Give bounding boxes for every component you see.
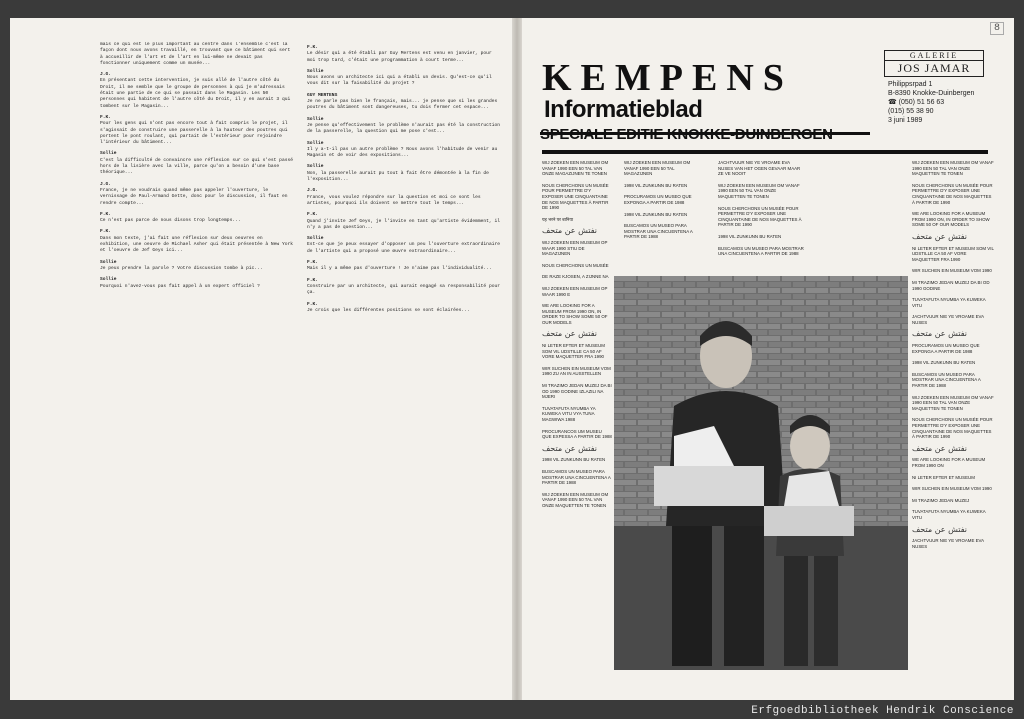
translation-item: PROCURAMOS UN MUSEO QUE EXPONGA A PARTIR DE 1988 (912, 343, 980, 354)
script-text: نفتش عن متحف (912, 524, 967, 534)
speaker-label: Sollie (100, 151, 117, 157)
masthead-title: KEMPENS (542, 57, 793, 99)
speaker-label: J.G. (100, 181, 112, 187)
translation-item: TUVATAFUTA NYUMBA YA KUWEKA VITU (912, 509, 986, 520)
paragraph: Est-ce que je peux essayer d'opposer un peu l'ouverture extraordinaire de l'artiste qui a proposé une œuvre extraordinaire... (307, 242, 500, 254)
gallery-stamp (884, 50, 984, 160)
speaker-label: J.G. (100, 72, 112, 78)
page-number: 8 (990, 22, 1004, 35)
speaker-label: F.K. (307, 301, 319, 307)
translation-item: 1998 VIL ZUNKUNN BU RATEN (718, 233, 782, 239)
paragraph: Mais il y a même pas d'ouverture ! Je n'aime pas l'individualité... (307, 266, 492, 272)
speaker-label: GUY MERTENS (307, 92, 338, 98)
translation-item: WIJ ZOEKEN EEN MUSEUM OM VANAF 1990 EEN 50 TAL VAN ONZE MAQUETTEN TE TONEN (542, 491, 609, 508)
speaker-label: Sollie (307, 236, 324, 242)
translation-item: JACHTVUUR NIE YE VROAME EVA NUSES VAN HET OGEN GEVAAR MAAR ZE VE NOOIT (718, 160, 801, 177)
translation-item: JACHTVUUR NIE YE VROAME EVA NUSES (912, 314, 984, 325)
multilingual-column-a (542, 160, 612, 680)
paragraph: C'est la difficulté de convaincre une réflexion sur ce qui s'est passé hors de la lisière avec la ville, parce qu'on a besoin d'une base théorique... (100, 157, 293, 176)
script-text: نفتش عن متحف (912, 329, 967, 339)
speaker-label: J.G. (307, 188, 319, 194)
spine-gutter (512, 18, 522, 700)
multilingual-column-c (718, 160, 804, 272)
paragraph: Je pense qu'effectivement le problème n'aurait pas été la construction de la passerelle, la question qui me pose c'est... (307, 122, 500, 135)
translation-item: BUSCAMOS UN MUSEO PARA MOSTRAR UNA CINCUENTENA A PARTIR DE 1988 (912, 371, 981, 389)
translation-item: NOUS CHERCHONS UN MUSÉE POUR PERMETTRE D'Y EXPOSER UNE CINQUANTAINE DE NOS MAQUETTES À PARTIR DE 1990 (542, 182, 609, 211)
translation-item: DE RAZE KJOSEN, A ZIJNNE NA (542, 274, 609, 280)
translation-item: NI LETER EFTER ET MUSEUM (912, 474, 975, 480)
speaker-label: F.K. (100, 211, 112, 217)
script-text: نفتش عن متحف (912, 443, 967, 453)
translation-item: PROCURAMOS UN MUSEO QUE EXPONGA A PARTIR DE 1988 (624, 194, 692, 205)
translation-item: TUVATAFUTA NYUMBA YA KUWEKA VITU (912, 297, 986, 308)
speaker-label: Sollie (307, 116, 324, 122)
paragraph: Non, la passerelle aurait pu tout à fait être démontée à la fin de l'exposition... (307, 170, 489, 183)
paragraph: Pour les gens qui n'ont pas encore tout à fait compris le projet, il s'agissait de construire une passerelle à la hauteur des poutres qui portent le pont roulant, qui partait de l'extérieur pour rejoindre l'intérieur du bâtiment... (100, 121, 288, 146)
translation-item: 1998 VIL ZUNKUNN BU RATEN (542, 457, 606, 463)
paragraph: Nous avons un architecte ici qui a établi un devis. Qu'est-ce qu'il vous dit sur la faisabilité du projet ? (307, 75, 492, 87)
translation-item: WE ARE LOOKING FOR A MUSEUM FROM 1990 ON (912, 457, 986, 468)
library-credit: Erfgoedbibliotheek Hendrik Conscience (751, 705, 1014, 717)
left-column-1 (100, 42, 295, 682)
speaker-label: F.K. (100, 114, 112, 120)
translation-item: BUSCAMOS UN MUSEO PARA MOSTRAR UNA CINCUENTENA A PARTIR DE 1988 (624, 223, 693, 240)
translation-item: MI TRAZIMO JEDAN MUZEJ DA BI OD 1990 GODINE IZLAZILI NA MJERI (542, 383, 612, 400)
headline-rule (542, 150, 988, 154)
gallery-address-line: B-8390 Knokke-Duinbergen (888, 90, 975, 97)
paragraph: Ce n'est pas parce de nous disons trop longtemps... (100, 218, 241, 224)
translation-item: BUSCAMOS UN MUSEO PARA MOSTRAR UNA CINCUENTENA A PARTIR DE 1988 (718, 245, 804, 257)
translation-item: यह भरने पर बानिया (542, 216, 574, 222)
speaker-label: Sollie (307, 68, 324, 74)
paragraph: Quand j'invite Jef Geys, je l'invite en tant qu'artiste évidemment, il n'y a pas de question... (307, 218, 500, 230)
paragraph: Je peux prendre la parole ? Votre discussion tombe à pic... (100, 265, 263, 271)
script-text: نفتش عن متحف (542, 443, 597, 453)
translation-item: WE ARE LOOKING FOR A MUSEUM FROM 1990 ON, IN ORDER TO SHOW SOME 50 OF OUR MODELS (912, 211, 990, 228)
translation-item: WIJ ZOEKEN EEN MUSEUM OM VANAF 1990 EEN 50 TAL VAN ONZE MAGAZIJNEN TE TONEN (542, 160, 609, 177)
speaker-label: F.K. (307, 277, 319, 283)
paragraph: France, vous voulez répondre sur la question et moi ce sont les artistes, pourquoi ils doivent se mettre tout le temps... (307, 194, 481, 206)
gallery-logo-name: JOS JAMAR (897, 61, 971, 75)
gallery-address-line: ☎ (050) 51 56 63 (888, 99, 945, 106)
translation-item: WIR SUCHEN EIN MUSEUM VOM 1990 (912, 486, 992, 492)
paragraph: En présentant cette intervention, je suis allé de l'autre côté du Droit, il me semble que le groupe de personnes à qui je m'adressais était une partie de ce qui se passait dans le Magasin. Les 50 personnes qui habitent de l'autre côté du Droit, il y en aurait 3 qui tombent sur le Magasin... (100, 78, 291, 109)
gallery-address-line: Philippsrpad 1 (888, 81, 933, 88)
speaker-label: Sollie (100, 259, 117, 265)
translation-item: MI TRAZIMO JEDAN MUZEJ DA BI OD 1990 GODINE (912, 279, 990, 291)
gallery-address-line: (015) 55 38 90 (888, 108, 934, 115)
photo-man-and-boy (614, 276, 908, 670)
paragraph: Il y a-t-il pas un autre problème ? Nous avons l'habitude de venir au Magasin et de voir des expositions... (307, 146, 498, 159)
translation-item: NOUS CHERCHONS UN MUSÉE (542, 262, 609, 268)
translation-item: PROCURANCOS UM MUSEU QUE EXPESSA A PARTIR DE 1988 (542, 428, 612, 440)
speaker-label: F.K. (307, 45, 319, 50)
translation-item: WIJ ZOEKEN EEN MUSEUM OM VANAF 1990 EEN 50 TAL MAGAZIJNEN (624, 160, 691, 177)
translation-item: WIR SUCHEN EIN MUSEUM VOM 1990 ZU AN IN AUSSTELLEN (542, 365, 611, 377)
paragraph: Je crois que les différentes positions se sont éclairées... (307, 307, 470, 313)
speaker-label: F.K. (307, 260, 319, 266)
multilingual-column-b (624, 160, 702, 272)
gallery-logo (884, 50, 984, 77)
translation-item: TUVATAFUTA NYUMBA YA KUWEKA VITU VYA TUNA MAGWIWA 1988 (542, 405, 596, 422)
translation-item: WIJ ZOEKEN EEN MUSEUM OM VANAF 1990 EEN 50 TAL VAN ONZE MAQUETTEN TE TONEN (912, 160, 994, 177)
translation-item: NOUS CHERCHONS UN MUSÉE POUR PERMETTRE D'Y EXPOSER UNE CINQUANTAINE DE NOS MAQUETTES À PARTIR DE 1990 (912, 182, 993, 205)
translation-item: WE ARE LOOKING FOR A MUSEUM FROM 1990 ON, IN ORDER TO SHOW SOME 50 OF OUR MODELS (542, 303, 608, 325)
gallery-address-line: 3 juni 1989 (888, 117, 923, 124)
multilingual-column-d (912, 160, 994, 690)
translation-item: 1998 VIL ZUNKUNN BU RATEN (624, 211, 688, 217)
paragraph: France, je ne voudrais quand même pas appeler l'ouverture, le vernissage de Paul-Armand Gette, donc pour le discussion, il faut en rendre compte... (100, 187, 288, 206)
masthead-subtitle: Informatieblad (544, 96, 703, 123)
paragraph: Le désir qui a été établi par Guy Mertens est venu en janvier, pour moi trop tard, c'était une programmation à court terme... (307, 51, 492, 63)
translation-item: WIR SUCHEN EIN MUSEUM VOM 1990 (912, 268, 992, 274)
translation-item: NI LETER EFTER ET MUSEUM SOM VIL UDSTILLE CA 50 AF VORE MAQUETTER FRA 1990 (912, 245, 994, 262)
speaker-label: Sollie (100, 277, 117, 283)
translation-item: NOUS CHERCHONS UN MUSÉE POUR PERMETTRE D'Y EXPOSER UNE CINQUANTAINE DE NOS MAQUETTES À PARTIR DE 1990 (718, 205, 802, 228)
headline: SPECIALE EDITIE KNOKKE-DUINBERGEN (540, 126, 833, 143)
speaker-label: Sollie (307, 140, 324, 146)
photo-illustration (614, 276, 908, 670)
speaker-label: F.K. (307, 212, 319, 218)
translation-item: MI TRAZIMO JEDAN MUZEJ (912, 497, 970, 503)
paragraph: Je ne parle pas bien le français, mais... je pense que si les grandes poutres du bâtiment sont dangereuses, tu dois fermer cet espace... (307, 99, 498, 111)
translation-item: WIJ ZOEKEN EEN MUSEUM OP WAAR 1990 E (542, 285, 608, 297)
translation-item: BUSCAMOS UN MUSEO PARA MOSTRAR UNA CINCUENTENA A PARTIR DE 1988 (542, 468, 611, 486)
speaker-label: F.K. (100, 229, 112, 235)
right-page-newsletter (532, 28, 1002, 693)
paragraph: mais ce qui est le plus important au centre dans l'ensemble c'est la façon dont nous avons travaillé, en trouvant que ce bâtiment qui sert à accueillir de l'art et de l'art en lui-même ne devait pas fonctionner uniquement comme un musée... (100, 42, 291, 66)
left-page-text (100, 42, 502, 682)
script-text: نفتش عن متحف (542, 329, 597, 339)
translation-item: NI LETER EFTER ET MUSEUM SOM VIL UDSTILLE CA 50 AF VORE MAQUETTER FRA 1990 (542, 343, 605, 360)
translation-item: WIJ ZOEKEN EEN MUSEUM OP WAAR 1990 STIU DE MAGAZIJNEN (542, 239, 608, 257)
script-text: نفتش عن متحف (542, 226, 597, 236)
translation-item: WIJ ZOEKEN EEN MUSEUM OM VANAF 1990 EEN 50 TAL VAN ONZE MAQUETTEN TE TONEN (718, 182, 800, 199)
paragraph: Pourquoi n'avez-vous pas fait appel à un expert officiel ? (100, 283, 260, 289)
magazine-spread (10, 18, 1014, 700)
paragraph: Dans mon texte, j'ai fait une réflexion sur deux oeuvres en exhibition, une oeuvre de Michael Asher qui était présentée à New York et l'oeuvre de Jef Geys ici... (100, 235, 293, 254)
speaker-label: Sollie (307, 164, 324, 170)
paragraph: Construire par un architecte, qui aurait engagé sa responsabilité pour ça. (307, 283, 500, 296)
translation-item: WIJ ZOEKEN EEN MUSEUM OM VANAF 1990 EEN 50 TAL VAN ONZE MAQUETTEN TE TONEN (912, 394, 994, 411)
gallery-logo-top: GALERIE (885, 51, 983, 61)
translation-item: JACHTVUUR NIE YE VROAME EVA NUSES (912, 538, 984, 549)
translation-item: NOUS CHERCHONS UN MUSÉE POUR PERMETTRE D'Y EXPOSER UNE CINQUANTAINE DE NOS MAQUETTES À PARTIR DE 1990 (912, 417, 993, 440)
script-text: نفتش عن متحف (912, 231, 967, 241)
translation-item: 1998 VIL ZUNKUNN BU RATEN (912, 360, 976, 366)
gallery-address (884, 80, 984, 125)
left-column-2 (307, 42, 502, 682)
translation-item: 1998 VIL ZUNKUNN BU RATEN (624, 182, 688, 188)
